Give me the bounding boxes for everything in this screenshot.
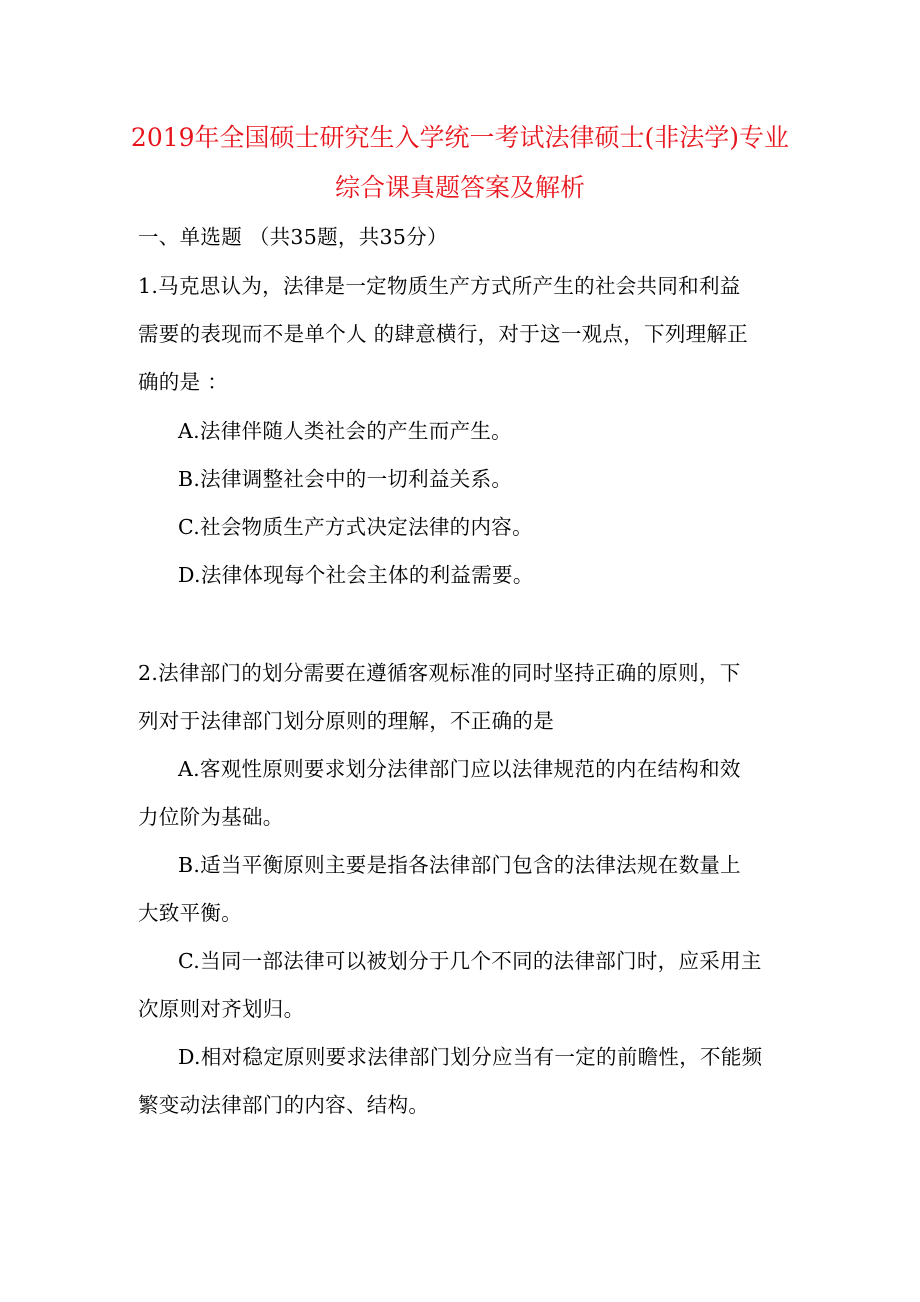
- question-2-option-a-line-2: 力位阶为基础。: [138, 805, 284, 829]
- document-title-line-2: 综合课真题答案及解析: [334, 173, 585, 202]
- question-2-stem-line-2: 列对于法律部门划分原则的理解，不正确的是: [138, 709, 554, 733]
- document-title-line-1: 2019年全国硕士研究生入学统一考试法律硕士(非法学)专业: [130, 123, 790, 152]
- question-2-option-b-line-2: 大致平衡。: [138, 901, 242, 925]
- question-2-option-c-line-1: C.当同一部法律可以被划分于几个不同的法律部门时，应采用主: [178, 949, 762, 973]
- question-2-option-d-line-2: 繁变动法律部门的内容、结构。: [138, 1093, 430, 1117]
- question-1-option-d: D.法律体现每个社会主体的利益需要。: [178, 563, 534, 587]
- question-2-option-c-line-2: 次原则对齐划归。: [138, 997, 305, 1021]
- question-2-option-b-line-1: B.适当平衡原则主要是指各法律部门包含的法律法规在数量上: [178, 853, 741, 877]
- section-heading: 一、单选题 （共35题，共35分）: [138, 225, 448, 249]
- question-1-stem-line-2: 需要的表现而不是单个人 的肆意横行，对于这一观点，下列理解正: [138, 322, 749, 346]
- question-1-stem-line-3: 确的是 ：: [138, 370, 229, 394]
- question-2-stem-line-1: 2.法律部门的划分需要在遵循客观标准的同时坚持正确的原则，下: [138, 661, 741, 685]
- question-2-option-a-line-1: A.客观性原则要求划分法律部门应以法律规范的内在结构和效: [178, 757, 741, 781]
- question-2-option-d-line-1: D.相对稳定原则要求法律部门划分应当有一定的前瞻性，不能频: [178, 1045, 763, 1069]
- question-1-option-b: B.法律调整社会中的一切利益关系。: [178, 467, 513, 491]
- question-1-stem-line-1: 1.马克思认为，法律是一定物质生产方式所产生的社会共同和利益: [138, 274, 741, 298]
- question-1-option-a: A.法律伴随人类社会的产生而产生。: [178, 419, 512, 443]
- question-1-option-c: C.社会物质生产方式决定法律的内容。: [178, 515, 533, 539]
